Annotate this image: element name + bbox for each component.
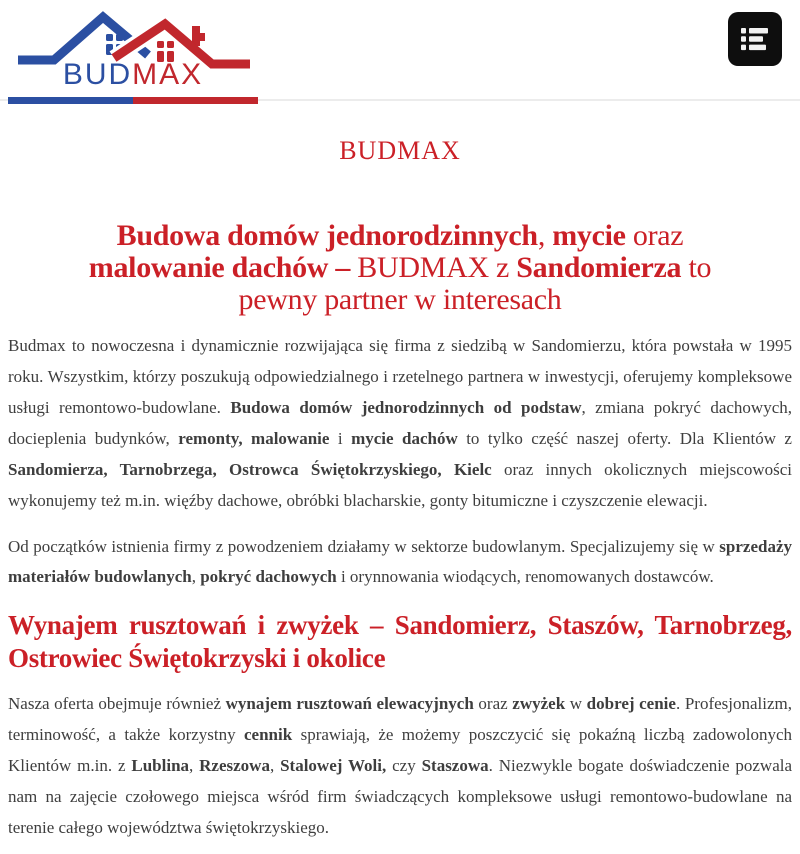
text-segment: Stalowej Woli, [280, 756, 387, 776]
text-segment: oraz [625, 218, 684, 252]
text-segment: , zmiana pokryć dachowych, docieplenia budynków, [8, 397, 793, 448]
text-segment: Budowa domów jednorodzinnych od podstaw [230, 397, 582, 417]
text-segment: Staszowa [421, 756, 489, 776]
text-segment: mycie dachów [351, 428, 458, 448]
logo-bar-blue [8, 97, 133, 104]
text-segment: , [537, 218, 553, 252]
main-content [0, 137, 800, 854]
text-segment: sprawiają, że możemy poszczycić się pokaźną liczbą zadowolonych Klientów m.in. z [8, 725, 793, 776]
text-segment: cennik [244, 725, 293, 745]
text-segment: oraz [473, 694, 513, 714]
text-segment: , [189, 756, 200, 776]
text-segment: Rzeszowa [199, 756, 270, 776]
section-heading: Wynajem rusztowań i zwyżek – Sandomierz, Staszów, Tarnobrzeg, Ostrowiec Świętokrzyski i okolice [8, 610, 792, 673]
text-segment: to pewny partner w interesach [238, 250, 712, 316]
text-segment: czy [386, 756, 422, 776]
logo-text-bud: BUD [62, 58, 133, 91]
list-menu-icon [741, 27, 769, 51]
text-segment: Od początków istnienia firmy z powodzeniem działamy w sektorze budowlanym. Specjalizujemy się w [8, 536, 720, 556]
text-segment: mycie [552, 218, 626, 252]
text-segment: i [329, 428, 352, 448]
text-segment: i orynnowania wiodących, renomowanych dostawców. [336, 567, 714, 587]
text-segment: Lublina [131, 756, 190, 776]
text-segment: oraz innych okolicznych miejscowości wykonujemy też m.in. więźby dachowe, obróbki blacharskie, gonty bitumiczne i czyszczenie elewacji. [8, 459, 793, 510]
text-segment: pokryć dachowych [200, 567, 337, 587]
text-segment: BUDMAX z [357, 250, 517, 284]
text-segment: . Profesjonalizm, terminowość, a także korzystny [8, 694, 793, 745]
text-segment: . Niezwykle bogate doświadczenie pozwala nam na zajęcie czołowego miejsca wśród firm świadczących kompleksowe usługi remontowo-budowlane na terenie całego województwa świętokrzyskiego. [8, 756, 793, 837]
logo-bar-red [133, 97, 258, 104]
text-segment: Budmax to nowoczesna i dynamicznie rozwijająca się firma z siedzibą w Sandomierzu, która powstała w 1995 roku. Wszystkim, którzy poszukują odpowiedzialnego i rzetelnego partnera w inwestycji, oferujemy kompleksowe usługi remontowo-budowlane. [8, 335, 792, 417]
menu-button[interactable] [728, 12, 782, 66]
text-segment: Sandomierza, Tarnobrzega, Ostrowca Świętokrzyskiego, Kielc [8, 459, 492, 479]
logo-text-max: MAX [132, 58, 204, 91]
logo-color-bar [8, 97, 258, 104]
logo-link[interactable] [8, 4, 258, 103]
text-segment: wynajem rusztowań elewacyjnych [225, 694, 474, 714]
paragraph-sector [8, 532, 792, 594]
logo-text [8, 60, 258, 90]
site-header [0, 0, 800, 101]
text-segment: , [269, 756, 281, 776]
text-segment: remonty, malowanie [178, 428, 330, 448]
text-segment: w [565, 694, 587, 714]
page-title: BUDMAX [339, 136, 461, 165]
paragraph-intro [8, 331, 792, 517]
text-segment: sprzedaży materiałów budowlanych [8, 536, 792, 587]
text-segment: dobrej cenie [586, 694, 676, 714]
text-segment: zwyżek [512, 694, 566, 714]
text-segment: , [191, 567, 201, 587]
text-segment: to tylko część naszej oferty. Dla Klientów z [457, 428, 792, 448]
text-segment: Nasza oferta obejmuje również [8, 694, 226, 714]
text-segment: Budowa domów jednorodzinnych [116, 218, 538, 252]
main-heading [50, 220, 750, 316]
paragraph-rental [8, 689, 792, 844]
text-segment: malowanie dachów – [88, 250, 358, 284]
text-segment: Sandomierza [516, 250, 682, 284]
